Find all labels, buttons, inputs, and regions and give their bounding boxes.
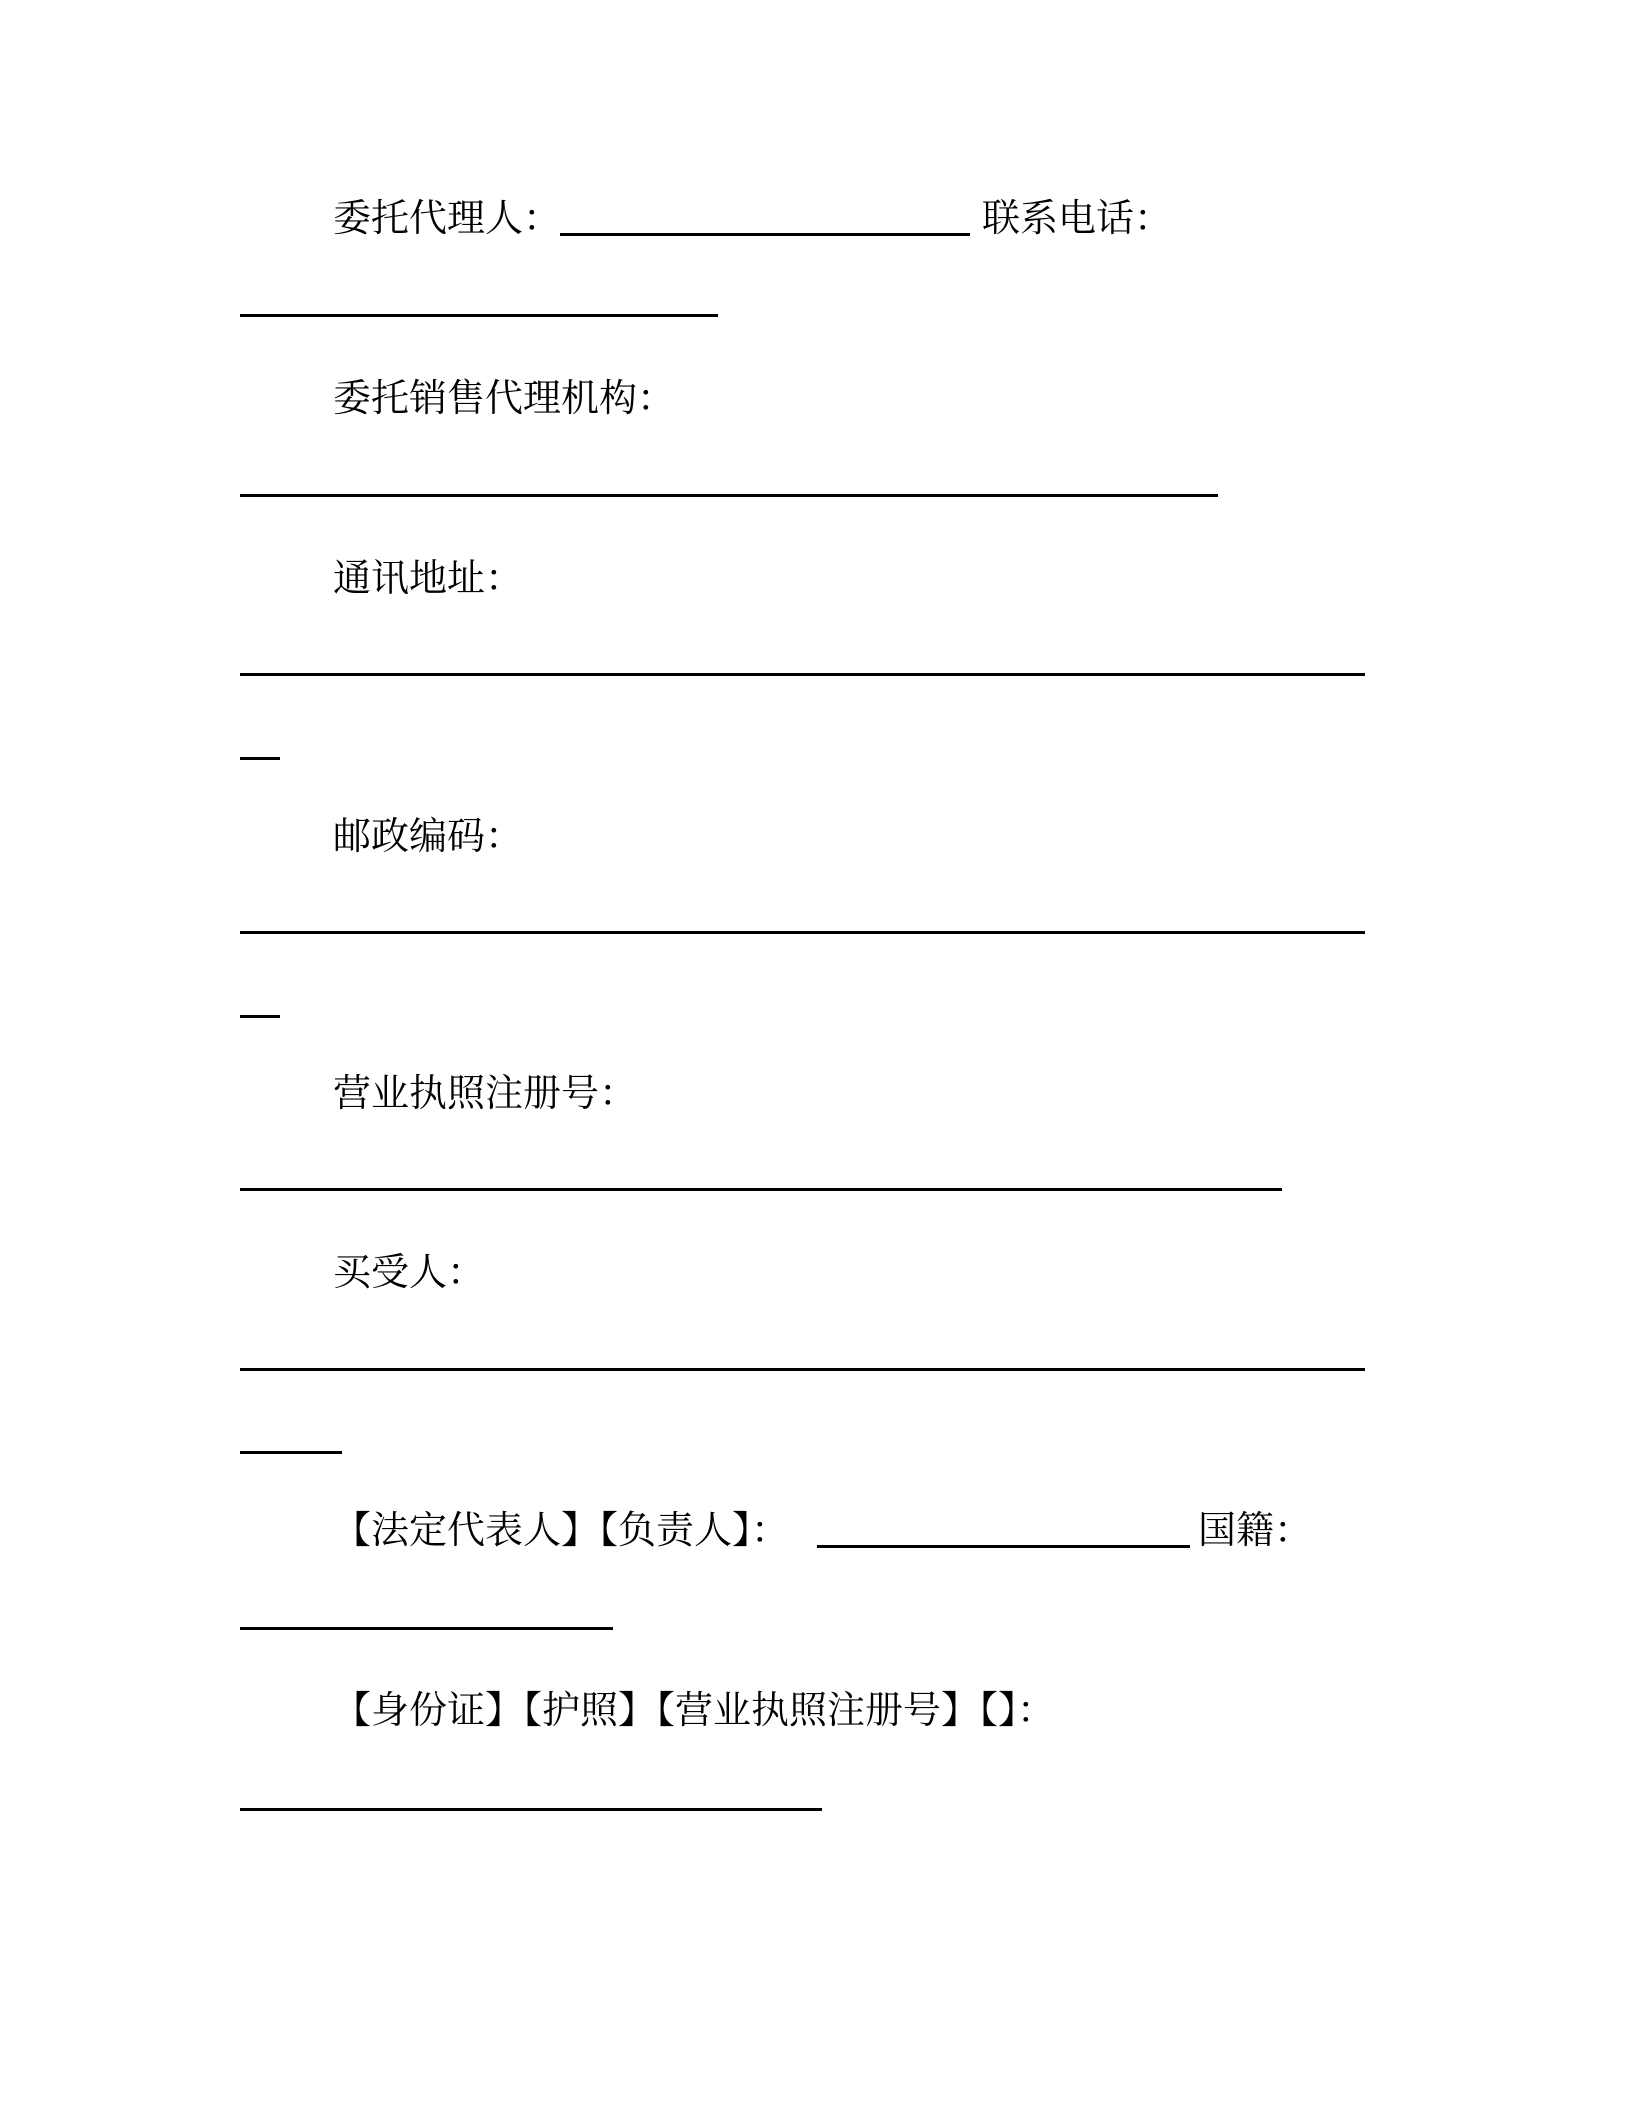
representative-label: 【法定代表人】【负责人】： bbox=[333, 1508, 790, 1552]
buyer-blank[interactable] bbox=[240, 1368, 1365, 1371]
phone-label: 联系电话： bbox=[982, 196, 1173, 240]
agent-label: 委托代理人： bbox=[333, 196, 562, 240]
nationality-blank[interactable] bbox=[240, 1627, 613, 1630]
business-license-blank[interactable] bbox=[240, 1188, 1282, 1191]
sales-agency-blank[interactable] bbox=[240, 494, 1218, 497]
id-label: 【身份证】【护照】【营业执照注册号】【】： bbox=[333, 1688, 1056, 1732]
postal-code-label: 邮政编码： bbox=[333, 814, 524, 858]
postal-code-blank-continued[interactable] bbox=[240, 1015, 280, 1018]
buyer-blank-continued[interactable] bbox=[240, 1451, 342, 1454]
nationality-label: 国籍： bbox=[1198, 1508, 1313, 1552]
representative-blank[interactable] bbox=[817, 1545, 1190, 1548]
phone-blank[interactable] bbox=[240, 314, 718, 317]
id-blank[interactable] bbox=[240, 1808, 822, 1811]
postal-code-blank[interactable] bbox=[240, 931, 1365, 934]
sales-agency-label: 委托销售代理机构： bbox=[333, 376, 676, 420]
buyer-label: 买受人： bbox=[333, 1250, 486, 1294]
agent-blank[interactable] bbox=[560, 233, 970, 236]
business-license-label: 营业执照注册号： bbox=[333, 1071, 638, 1115]
address-blank[interactable] bbox=[240, 673, 1365, 676]
address-label: 通讯地址： bbox=[333, 556, 524, 600]
address-blank-continued[interactable] bbox=[240, 757, 280, 760]
